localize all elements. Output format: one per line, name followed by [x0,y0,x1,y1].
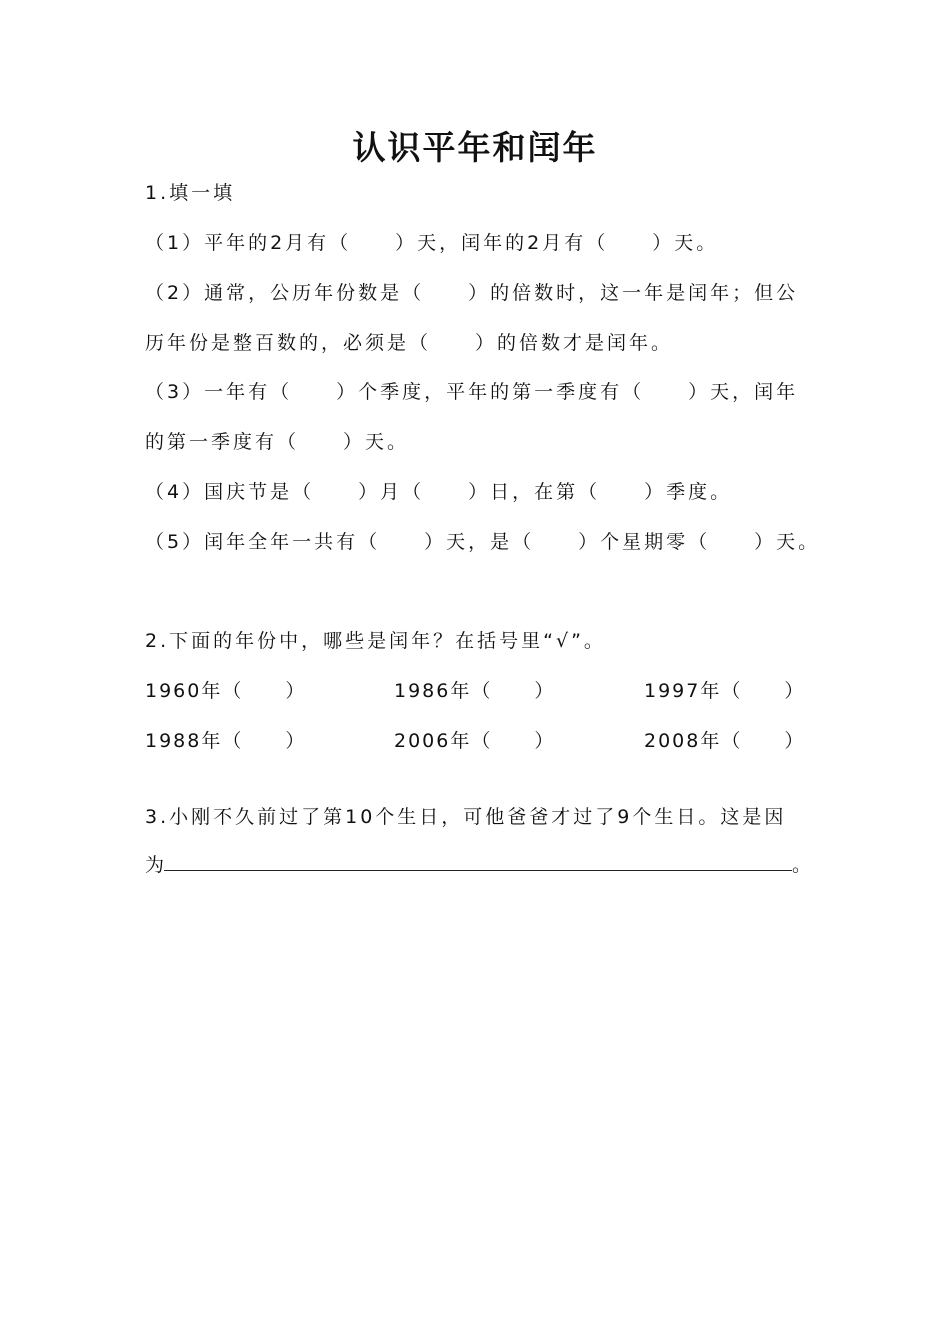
question-3-line2 [145,850,811,877]
year-item-1986: 1986年（ ） [394,680,556,702]
year-item-1988: 1988年（ ） [145,730,307,752]
question-3-suffix: 。 [792,854,812,876]
question-1-5: （5）闰年全年一共有（ ）天，是（ ）个星期零（ ）天。 [145,531,821,553]
year-item-1997: 1997年（ ） [644,680,806,702]
answer-blank-line[interactable] [164,852,792,871]
question-1-3-part1: （3）一年有（ ）个季度，平年的第一季度有（ ）天，闰年 [145,381,799,403]
question-1-4: （4）国庆节是（ ）月（ ）日，在第（ ）季度。 [145,481,733,503]
question-3-prefix: 为 [145,854,165,876]
section1-heading: 1.填一填 [145,182,236,204]
question-1-1: （1）平年的2月有（ ）天，闰年的2月有（ ）天。 [145,232,719,254]
question-1-2-part2: 历年份是整百数的，必须是（ ）的倍数才是闰年。 [145,332,674,354]
year-item-1960: 1960年（ ） [145,680,307,702]
year-item-2006: 2006年（ ） [394,730,556,752]
page-title: 认识平年和闰年 [352,128,598,167]
section2-heading: 2.下面的年份中，哪些是闰年？在括号里“√”。 [145,630,606,652]
question-1-2-part1: （2）通常，公历年份数是（ ）的倍数时，这一年是闰年；但公 [145,282,799,304]
question-1-3-part2: 的第一季度有（ ）天。 [145,431,410,453]
year-item-2008: 2008年（ ） [644,730,806,752]
question-3-line1: 3.小刚不久前过了第10个生日，可他爸爸才过了9个生日。这是因 [145,806,787,828]
